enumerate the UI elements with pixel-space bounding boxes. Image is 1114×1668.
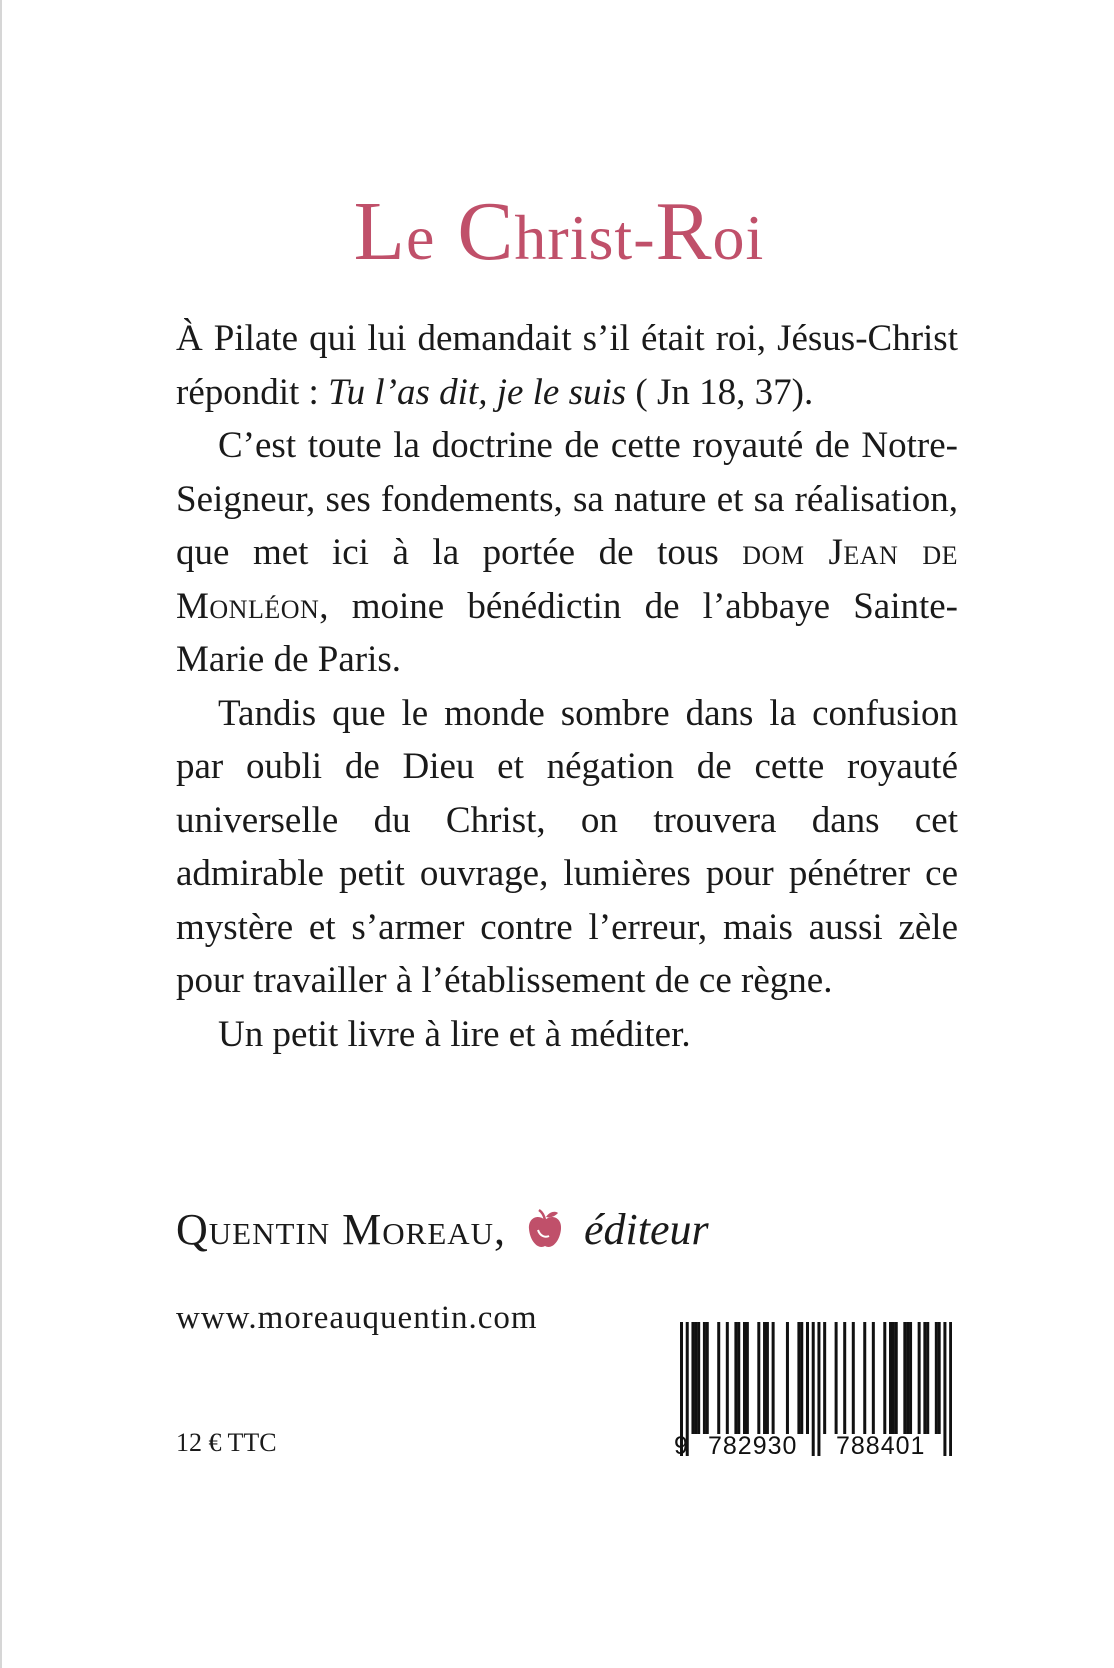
barcode-bar [835,1322,838,1434]
price: 12 € TTC [176,1428,277,1457]
barcode-bar [766,1322,769,1434]
p1-quote: Tu l’as dit, je le suis [328,371,627,413]
publisher-line [176,1205,709,1254]
barcode-bar [706,1322,709,1434]
barcode-bar [852,1322,855,1434]
apple-icon [525,1208,565,1252]
barcode-bar [757,1322,760,1434]
title-rest-hrist: hrist- [514,202,656,273]
barcode-bar [734,1322,737,1434]
website-url[interactable]: www.moreauquentin.com [176,1300,538,1336]
barcode-bar [938,1322,941,1434]
barcode-bar [800,1322,803,1434]
barcode-bar [743,1322,746,1434]
title-initial-l: L [353,185,406,278]
barcode-bar [763,1322,766,1434]
publisher-name: Quentin Moreau, [176,1205,507,1254]
barcode-bar [797,1322,800,1434]
book-title [2,185,1114,278]
barcode-bar [717,1322,720,1434]
barcode-bar [892,1322,895,1434]
barcode-bar [863,1322,866,1434]
barcode-bar [737,1322,740,1434]
barcode-right-group: 788401 [836,1432,926,1460]
barcode-bar [903,1322,906,1434]
title-initial-c: C [457,185,515,278]
barcode-bar [935,1322,938,1434]
barcode-bar [772,1322,775,1434]
barcode-digits [674,1432,964,1464]
barcode-bar [691,1322,694,1434]
barcode-lead-digit: 9 [674,1432,689,1460]
title-initial-r: R [655,185,713,278]
publisher-role: éditeur [584,1205,709,1254]
barcode-bar [883,1322,886,1434]
barcode-bar [895,1322,898,1434]
blurb-paragraph-1 [176,312,958,419]
p1-reference: ( Jn 18, 37). [626,371,814,413]
blurb-paragraph-3: Tandis que le monde sombre dans la confusion par oubli de Dieu et négation de cette royauté universelle du Christ, on trouvera dans cet admirable petit ouvrage, lumières pour pénétrer ce mystère et s’armer contre l’erreur, mais aussi zèle pour travailler à l’établissement de ce règne. [176,692,958,1001]
barcode-bar [918,1322,921,1434]
barcode-bar [697,1322,700,1434]
p2-text: C’est toute la doctrine de cette royauté de Notre-Seigneur, ses fondements, sa nature et sa réalisation, que met ici à la portée de tous [176,425,958,573]
barcode-bar [872,1322,875,1434]
blurb-paragraph-4: Un petit livre à lire et à méditer. [218,1013,691,1055]
barcode-bar [843,1322,846,1434]
barcode-bar [786,1322,789,1434]
blurb [176,312,958,1061]
barcode-bar [909,1322,912,1434]
p2-text-end: , moine bénédictin de l’abbaye Sainte-Marie de Paris. [176,585,958,680]
barcode-bar [889,1322,892,1434]
barcode-bar [694,1322,697,1434]
barcode-bar [703,1322,706,1434]
title-rest-e: e [405,202,436,273]
blurb-paragraph-2 [176,419,958,687]
barcode-bar [926,1322,929,1434]
barcode-bar [806,1322,809,1434]
barcode-bar [923,1322,926,1434]
barcode-left-group: 782930 [708,1432,798,1460]
barcode-bar [823,1322,826,1434]
barcode-bar [906,1322,909,1434]
author-name: dom Jean de Monléon [176,532,958,627]
title-rest-oi: oi [712,202,765,273]
barcode-bar [726,1322,729,1434]
barcode-bar [746,1322,749,1434]
p1-text: À Pilate qui lui demandait s’il était roi, Jésus-Christ répondit : [176,318,958,413]
